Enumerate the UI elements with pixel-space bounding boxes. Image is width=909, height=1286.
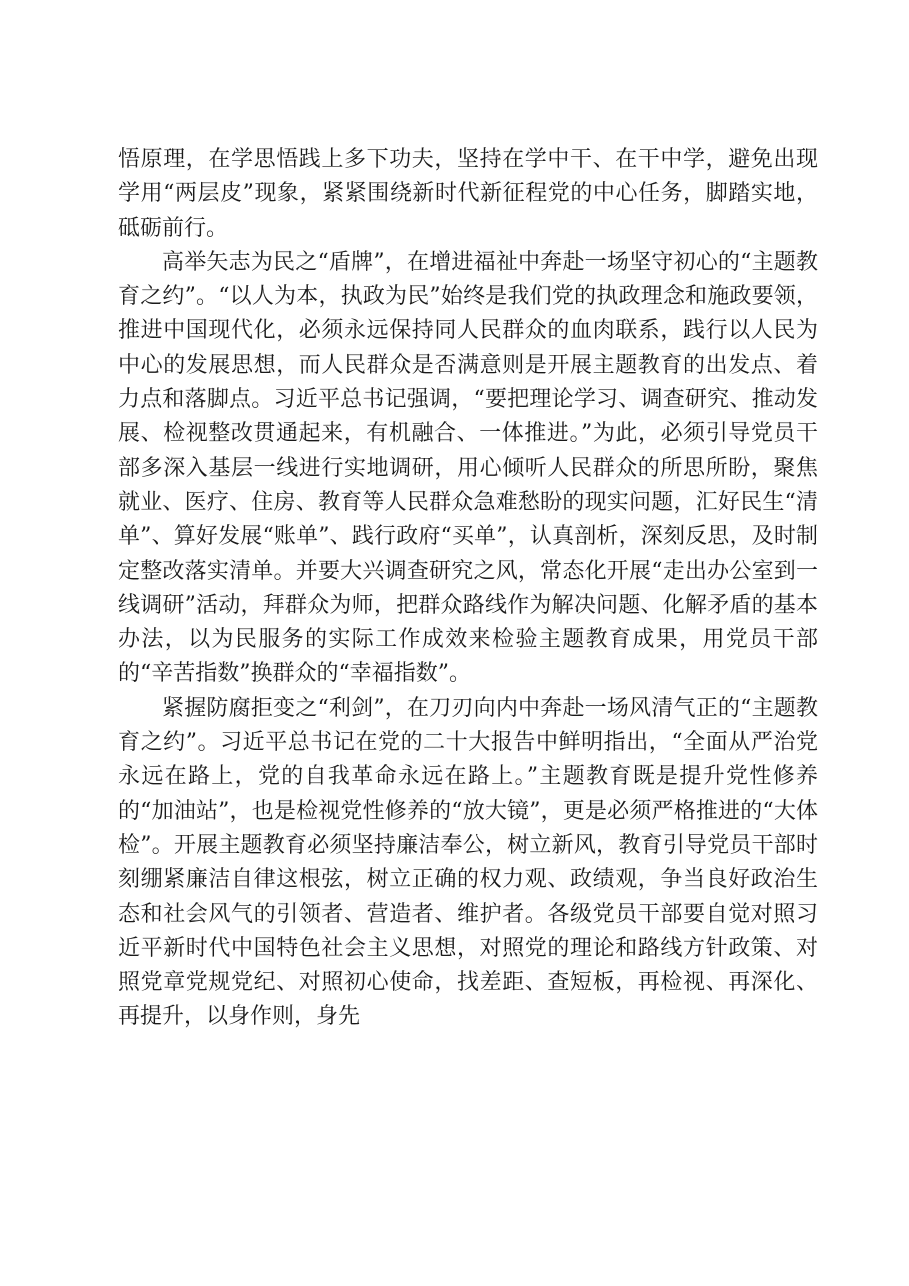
paragraph-2: 高举矢志为民之“盾牌”，在增进福祉中奔赴一场坚守初心的“主题教育之约”。“以人为本，执政为民”始终是我们党的执政理念和施政要领，推进中国现代化，必须永远保持同人民群众的血肉联系，践行以人民为中心的发展思想，而人民群众是否满意则是开展主题教育的出发点、着力点和落脚点。习近平总书记强调，“要把理论学习、调查研究、推动发展、检视整改贯通起来，有机融合、一体推进。”为此，必须引导党员干部多深入基层一线进行实地调研，用心倾听人民群众的所思所盼，聚焦就业、医疗、住房、教育等人民群众急难愁盼的现实问题，汇好民生“清单”、算好发展“账单”、践行政府“买单”，认真剖析，深刻反思，及时制定整改落实清单。并要大兴调查研究之风，常态化开展“走出办公室到一线调研”活动，拜群众为师，把群众路线作为解决问题、化解矛盾的基本办法，以为民服务的实际工作成效来检验主题教育成果，用党员干部的“辛苦指数”换群众的“幸福指数”。 — [118, 249, 818, 687]
document-body — [118, 143, 818, 1035]
paragraph-3: 紧握防腐拒变之“利剑”，在刀刃向内中奔赴一场风清气正的“主题教育之约”。习近平总书记在党的二十大报告中鲜明指出，“全面从严治党永远在路上，党的自我革命永远在路上。”主题教育既是提升党性修养的“加油站”，也是检视党性修养的“放大镜”，更是必须严格推进的“大体检”。开展主题教育必须坚持廉洁奉公，树立新风，教育引导党员干部时刻绷紧廉洁自律这根弦，树立正确的权力观、政绩观，争当良好政治生态和社会风气的引领者、营造者、维护者。各级党员干部要自觉对照习近平新时代中国特色社会主义思想，对照党的理论和路线方针政策、对照党章党规党纪、对照初心使命，找差距、查短板，再检视、再深化、再提升，以身作则，身先 — [118, 695, 818, 1030]
paragraph-1: 悟原理，在学思悟践上多下功夫，坚持在学中干、在干中学，避免出现学用“两层皮”现象，紧紧围绕新时代新征程党的中心任务，脚踏实地，砥砺前行。 — [118, 147, 818, 241]
